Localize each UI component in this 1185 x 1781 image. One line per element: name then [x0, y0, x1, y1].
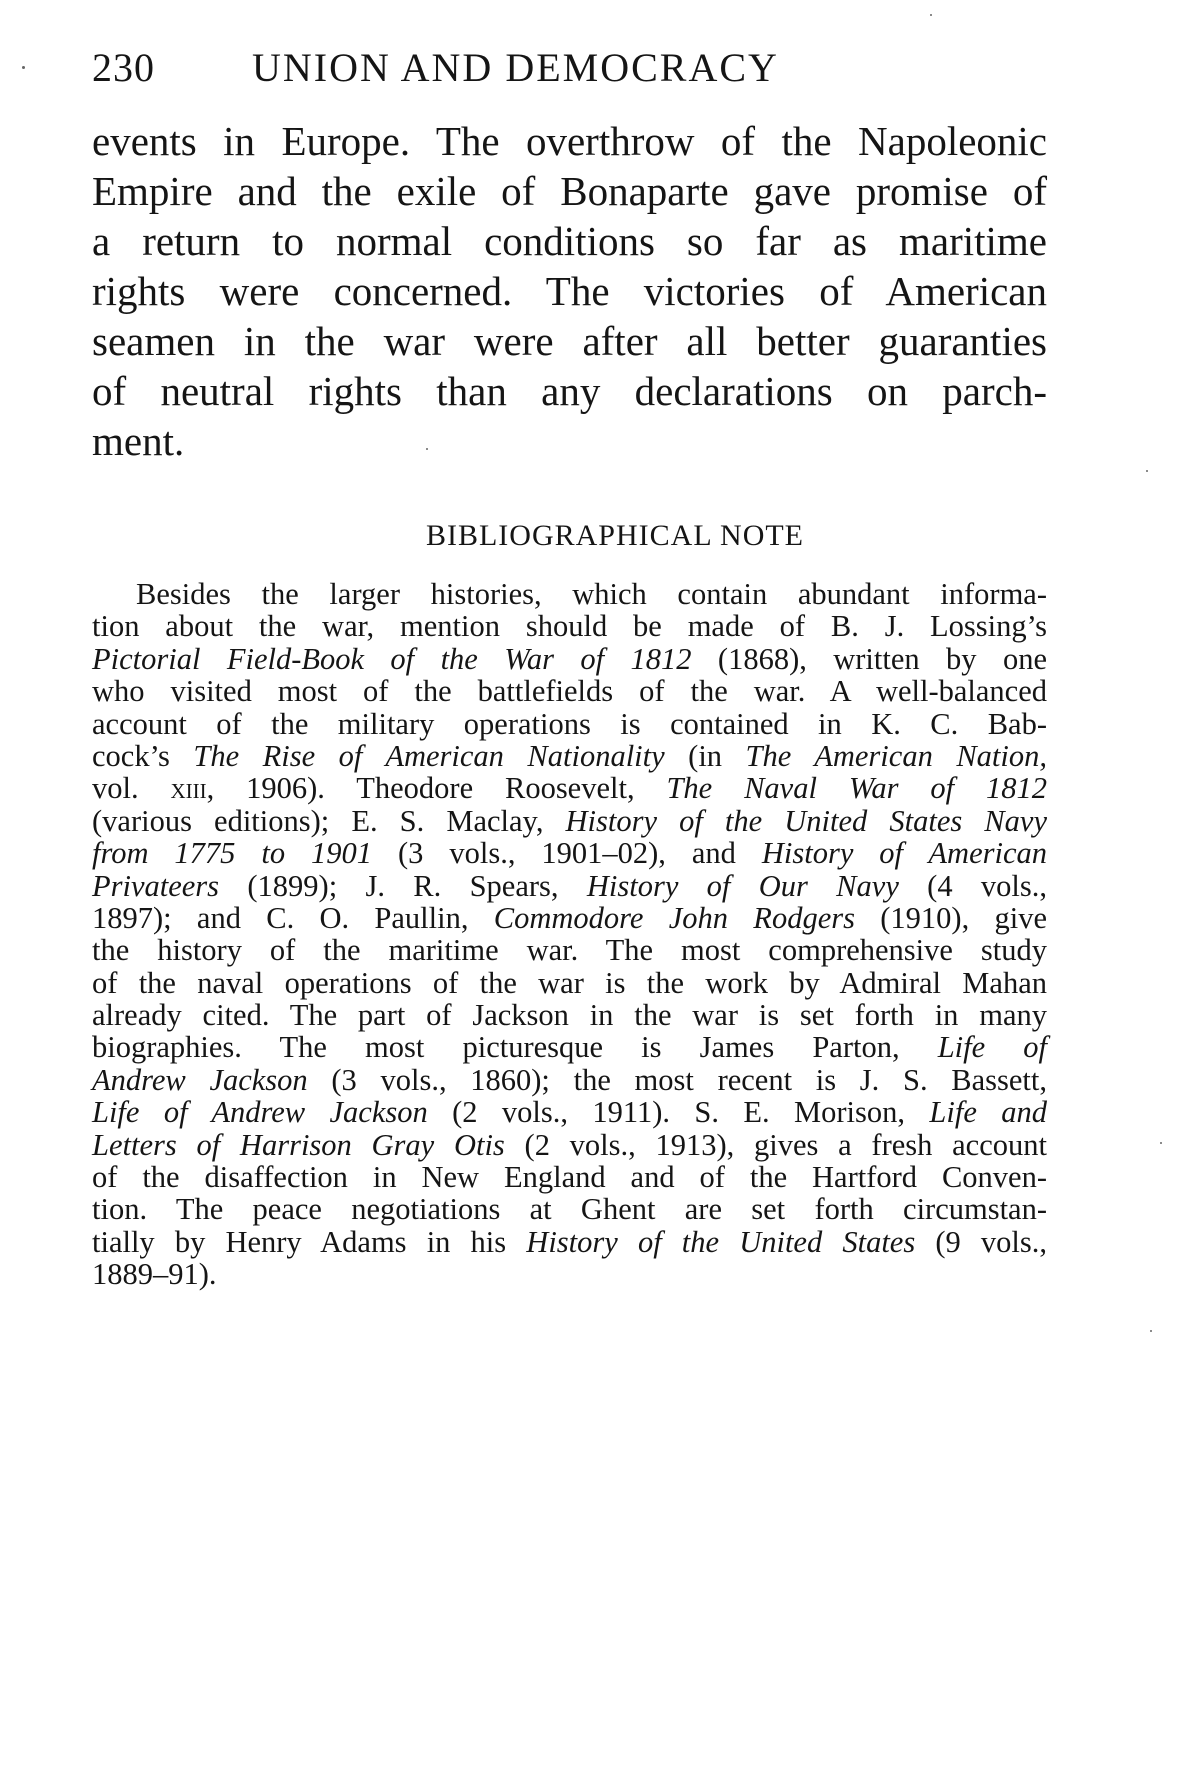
note-text-run: (3 vols., 1901–02), and	[372, 836, 762, 871]
note-line	[92, 708, 1047, 740]
running-head	[92, 38, 1052, 98]
note-text-run: of the disaffection in New England and of the Hartford Conven-	[92, 1160, 1047, 1195]
note-text-run: (3 vols., 1860); the most recent is J. S. Bassett,	[307, 1062, 1048, 1097]
body-line: events in Europe. The overthrow of the Napoleonic	[92, 118, 1047, 164]
note-text-run: (4 vols.,	[898, 868, 1047, 903]
italic-title: Privateers	[92, 868, 220, 903]
section-heading-text: BIBLIOGRAPHICAL NOTE	[425, 519, 805, 552]
note-text-run: (in	[664, 738, 746, 773]
body-line: ment.	[92, 418, 185, 464]
note-text-run: of the naval operations of the war is the work by Admiral Mahan	[92, 965, 1047, 1000]
italic-title: The American Nation,	[745, 738, 1047, 773]
body-line: a return to normal conditions so far as maritime	[92, 218, 1047, 264]
italic-title: Life of	[937, 1030, 1047, 1065]
italic-title: Andrew Jackson	[92, 1062, 308, 1097]
note-text-run: tion. The peace negotiations at Ghent are set forth circumstan-	[92, 1192, 1047, 1227]
note-line	[92, 1258, 1047, 1290]
note-line	[92, 1096, 1047, 1128]
note-text-run: (various editions); E. S. Maclay,	[92, 803, 566, 838]
note-line	[92, 578, 1047, 610]
body-line: of neutral rights than any declarations on parch-	[92, 368, 1047, 414]
note-text-run: tion about the war, mention should be made of B. J. Lossing’s	[92, 609, 1047, 644]
body-paragraph	[92, 116, 1047, 466]
note-line	[92, 1064, 1047, 1096]
italic-title: Life and	[929, 1095, 1047, 1130]
section-heading	[0, 514, 1185, 558]
note-text-run: cock’s	[92, 738, 194, 773]
print-speck	[1150, 1330, 1152, 1332]
note-text-run: the history of the maritime war. The most comprehensive study	[92, 933, 1047, 968]
note-text-run: 1889–91).	[92, 1257, 217, 1292]
note-text-run: (2 vols., 1913), gives a fresh account	[504, 1127, 1047, 1162]
note-text-run: (1899); J. R. Spears,	[219, 868, 587, 903]
note-text-run: , 1906). Theodore Roosevelt,	[206, 771, 667, 806]
italic-title: from 1775 to 1901	[92, 836, 373, 871]
bibliographical-note	[92, 578, 1047, 1291]
note-text-run: already cited. The part of Jackson in the war is set forth in many	[92, 998, 1047, 1033]
note-text-run: (1868), written by one	[691, 641, 1047, 676]
italic-title: Pictorial Field-Book of the War of 1812	[92, 641, 692, 676]
italic-title: History of American	[761, 836, 1047, 871]
note-text-run: vol.	[92, 771, 171, 806]
note-line	[92, 772, 1047, 804]
note-line	[92, 934, 1047, 966]
note-text-run: (1910), give	[854, 900, 1047, 935]
italic-title: The Rise of American Nationality	[193, 738, 665, 773]
running-title: UNION AND DEMOCRACY	[252, 45, 779, 90]
note-text-run: biographies. The most picturesque is James Parton,	[92, 1030, 938, 1065]
note-line	[92, 610, 1047, 642]
note-line	[92, 902, 1047, 934]
body-line: seamen in the war were after all better guaranties	[92, 318, 1047, 364]
print-speck	[1160, 1142, 1162, 1144]
note-text-run: who visited most of the battlefields of the war. A well-balanced	[92, 674, 1047, 709]
note-text-run: Besides the larger histories, which contain abundant informa-	[136, 577, 1047, 611]
italic-title: History of the United States	[526, 1224, 916, 1259]
note-text-run: (2 vols., 1911). S. E. Morison,	[427, 1095, 930, 1130]
note-line	[92, 805, 1047, 837]
italic-title: History of Our Navy	[586, 868, 899, 903]
print-speck	[1146, 470, 1148, 472]
italic-title: History of the United States Navy	[565, 803, 1047, 838]
note-line	[92, 999, 1047, 1031]
note-line	[92, 967, 1047, 999]
print-speck	[426, 448, 428, 450]
note-line	[92, 1193, 1047, 1225]
body-line: Empire and the exile of Bonaparte gave promise of	[92, 168, 1047, 214]
note-line	[92, 1129, 1047, 1161]
note-line	[92, 1031, 1047, 1063]
note-text-run: account of the military operations is contained in K. C. Bab-	[92, 706, 1047, 741]
note-text-run: (9 vols.,	[915, 1224, 1047, 1259]
note-line	[92, 675, 1047, 707]
italic-title: Commodore John Rodgers	[493, 900, 855, 935]
note-line	[92, 643, 1047, 675]
note-line	[92, 870, 1047, 902]
print-speck	[22, 66, 25, 69]
italic-title: Letters of Harrison Gray Otis	[92, 1127, 505, 1162]
body-line: rights were concerned. The victories of American	[92, 268, 1047, 314]
note-line	[92, 1226, 1047, 1258]
note-line	[92, 1161, 1047, 1193]
page-number: 230	[92, 45, 155, 90]
note-line	[92, 740, 1047, 772]
print-speck	[930, 14, 932, 16]
note-line	[92, 837, 1047, 869]
note-text-run: tially by Henry Adams in his	[92, 1224, 527, 1259]
italic-title: The Naval War of 1812	[666, 771, 1048, 806]
italic-title: Life of Andrew Jackson	[92, 1095, 428, 1130]
roman-numeral: xiii	[170, 771, 207, 806]
note-text-run: 1897); and C. O. Paullin,	[92, 900, 494, 935]
